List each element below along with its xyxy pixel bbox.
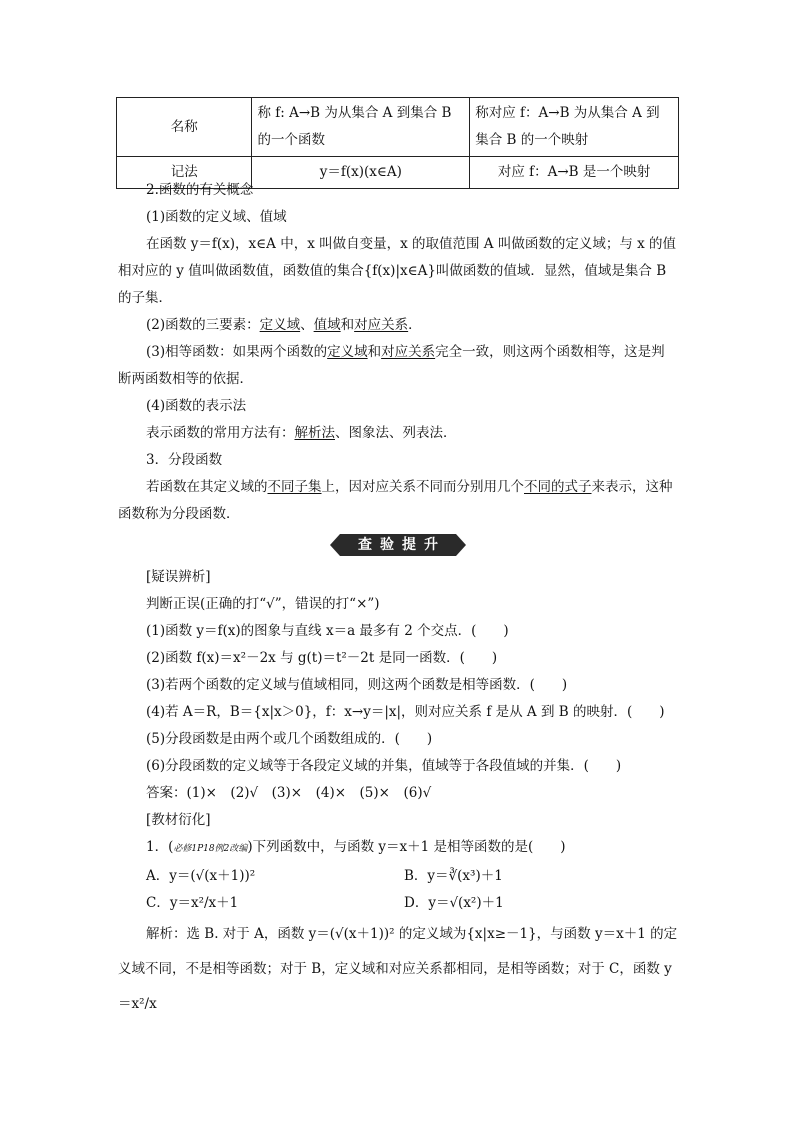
text: 、图象法、列表法．: [335, 425, 457, 441]
table-cell: y＝f(x)(x∈A): [252, 157, 470, 189]
underlined-text: 值域: [313, 317, 341, 333]
table-cell: 称 f: A→B 为从集合 A 到集合 B 的一个函数: [252, 98, 470, 157]
option-c: C．y＝x²/x＋1: [146, 895, 239, 911]
analysis: 解析：选 B. 对于 A，函数 y＝(√(x＋1))² 的定义域为{x|x≥－1}，与函数 y＝x＋1 的定义域不同，不是相等函数；对于 B，定义域和对应关系都相同，是相等函数；对于 C，函数 y＝x²/x: [118, 926, 678, 1012]
underlined-text: 不同的式子: [524, 479, 592, 495]
text: 来表示，这种函数称为分段函数．: [118, 479, 673, 522]
table-row: [117, 98, 679, 157]
subheading: [教材衍化]: [146, 812, 211, 828]
text: 完全一致，则这两个函数相等，这是判断两函数相等的依据．: [118, 344, 665, 387]
paragraph: [118, 312, 678, 339]
options-row: [118, 863, 678, 890]
table-cell-label: 记法: [117, 157, 252, 189]
section-heading: 2.函数的有关概念: [146, 182, 254, 198]
text: 和: [340, 317, 355, 333]
subheading: [疑误辨析]: [146, 569, 211, 585]
main-content: [118, 177, 678, 1022]
list-item: (6)分段函数的定义域等于各段定义域的并集，值域等于各段值域的并集．( ): [146, 758, 622, 774]
list-item: (4)若 A＝R，B＝{x|x＞0}，f：x→y＝|x|，则对应关系 f 是从 A 到 B 的映射．( ): [146, 704, 665, 720]
question: [118, 834, 678, 863]
answer: 答案：(1)× (2)√ (3)× (4)× (5)× (6)√: [146, 785, 432, 801]
underlined-text: 解析法: [294, 425, 335, 441]
section-heading: 3．分段函数: [146, 452, 223, 468]
text: 若函数在其定义域的: [146, 479, 268, 495]
paragraph: [118, 420, 678, 447]
options-row: [118, 890, 678, 917]
section-banner: [118, 530, 678, 562]
text: 和: [367, 344, 382, 360]
text: 上，因对应关系不同而分别用几个: [321, 479, 524, 495]
subheading: (1)函数的定义域、值域: [146, 209, 287, 225]
option-d: D．y＝√(x²)＋1: [404, 895, 504, 911]
instruction: 判断正误(正确的打“√”，错误的打“×”): [146, 596, 380, 612]
source-note: 必修1P18例2改编: [173, 844, 248, 854]
option-b: B．y＝∛(x³)＋1: [404, 868, 503, 884]
table-cell: 对应 f：A→B 是一个映射: [470, 157, 679, 189]
paragraph: [118, 474, 678, 528]
underlined-text: 定义域: [259, 317, 301, 333]
underlined-text: 对应关系: [381, 344, 436, 360]
paragraph: [118, 339, 678, 393]
paragraph: 在函数 y＝f(x)，x∈A 中，x 叫做自变量，x 的取值范围 A 叫做函数的定义域；与 x 的值相对应的 y 值叫做函数值，函数值的集合{f(x)|x∈A}叫做函数的值域．显然，值域是集合 B 的子集．: [118, 236, 677, 306]
text: 、: [300, 317, 314, 333]
text: (3)相等函数：如果两个函数的: [146, 344, 328, 360]
text: (2)函数的三要素：: [146, 317, 260, 333]
list-item: (3)若两个函数的定义域与值域相同，则这两个函数是相等函数．( ): [146, 677, 568, 693]
definition-table: [116, 97, 679, 189]
subheading: (4)函数的表示法: [146, 398, 247, 414]
underlined-text: 不同子集: [267, 479, 322, 495]
text: )下列函数中，与函数 y＝x＋1 是相等函数的是( ): [247, 839, 566, 855]
text: 表示函数的常用方法有：: [146, 425, 295, 441]
text: 1．(: [146, 839, 174, 855]
underlined-text: 对应关系: [354, 317, 409, 333]
underlined-text: 定义域: [327, 344, 368, 360]
list-item: (1)函数 y＝f(x)的图象与直线 x＝a 最多有 2 个交点．( ): [146, 623, 509, 639]
table-cell: 称对应 f：A→B 为从集合 A 到集合 B 的一个映射: [470, 98, 679, 157]
table-cell-label: 名称: [117, 98, 252, 157]
option-a: A．y＝(√(x＋1))²: [146, 868, 256, 884]
banner-label: 查验提升: [340, 534, 456, 556]
list-item: (5)分段函数是由两个或几个函数组成的．( ): [146, 731, 433, 747]
list-item: (2)函数 f(x)＝x²－2x 与 g(t)＝t²－2t 是同一函数．( ): [146, 650, 498, 666]
text: ．: [408, 317, 422, 333]
